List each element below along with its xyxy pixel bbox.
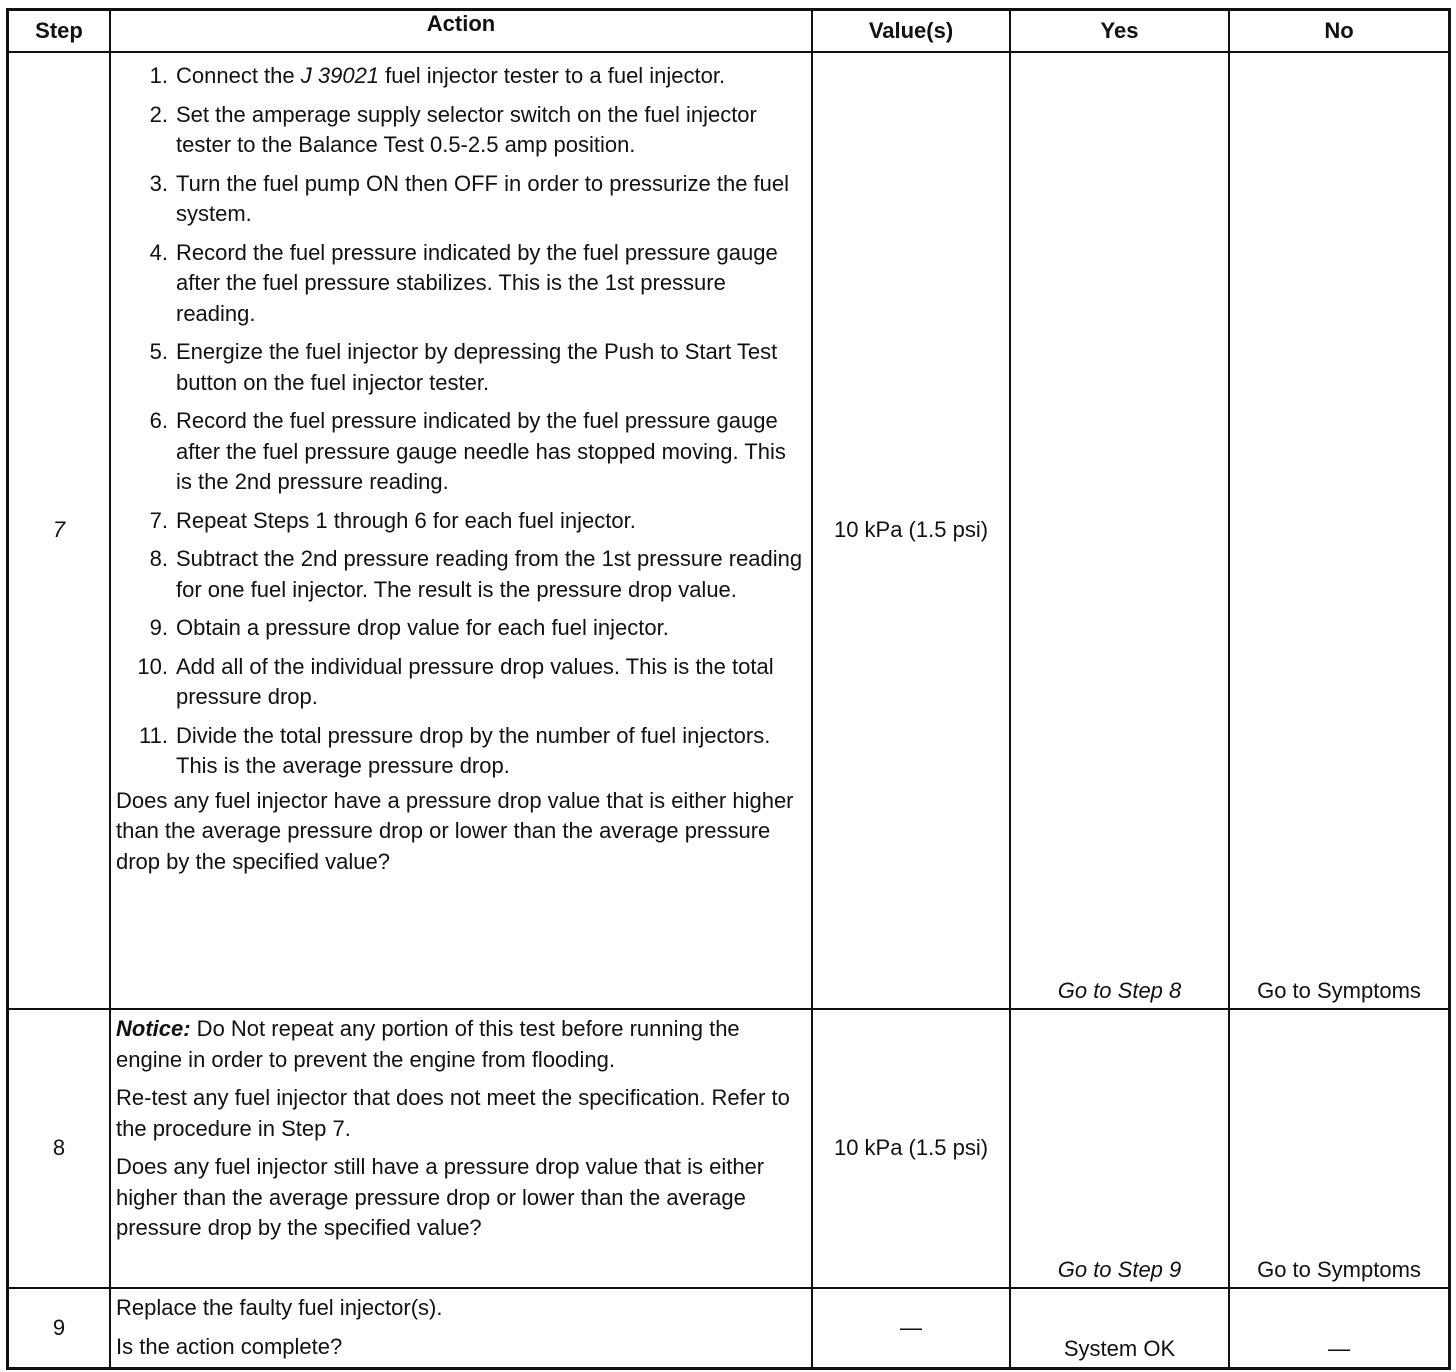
action-instruction: Replace the faulty fuel injector(s).: [116, 1295, 443, 1320]
list-item-number: 7.: [149, 507, 168, 533]
procedure-list: [116, 61, 805, 782]
decision-question: Does any fuel injector still have a pressure drop value that is either higher than the average pressure drop or lower than the average pressure drop by the specified value?: [116, 1154, 765, 1240]
list-item-number: 10.: [137, 653, 168, 679]
decision-question: Is the action complete?: [116, 1333, 343, 1359]
list-item-text: Obtain a pressure drop value for each fuel injector.: [176, 615, 669, 640]
no-result: Go to Symptoms: [1257, 1256, 1421, 1282]
list-item: [116, 61, 805, 92]
list-item-text-post: fuel injector tester to a fuel injector.: [379, 63, 726, 88]
list-item-number: 5.: [149, 339, 168, 364]
yes-result-cell: [1010, 52, 1229, 1009]
list-item: [116, 721, 805, 782]
list-item: [116, 169, 805, 230]
notice-text: Do Not repeat any portion of this test before running the engine in order to prevent the engine from flooding.: [116, 1016, 740, 1072]
spec-value: —: [812, 1288, 1010, 1368]
list-item-text: [176, 61, 805, 92]
header-row: [8, 10, 1450, 53]
retest-instruction: Re-test any fuel injector that does not meet the specification. Refer to the procedure in Step 7.: [116, 1085, 790, 1141]
list-item-text: Subtract the 2nd pressure reading from the 1st pressure reading for one fuel injector. The result is the pressure drop value.: [176, 546, 803, 602]
no-result: —: [1328, 1336, 1350, 1361]
no-result-cell: [1229, 1288, 1450, 1368]
table-row-step-7: [8, 52, 1450, 1009]
list-item-text: Add all of the individual pressure drop values. This is the total pressure drop.: [176, 653, 774, 709]
table-row-step-8: [8, 1009, 1450, 1288]
list-item: [116, 544, 805, 605]
list-item: [116, 337, 805, 398]
list-item-text: Record the fuel pressure indicated by the fuel pressure gauge after the fuel pressure gauge needle has stopped moving. This is the 2nd pressure reading.: [176, 408, 786, 494]
diagnostic-table: [6, 8, 1451, 1370]
list-item: [116, 100, 805, 161]
no-result-cell: [1229, 52, 1450, 1009]
list-item: [116, 613, 805, 644]
diagnostic-table-sheet: [6, 8, 1451, 1370]
step-number: 8: [8, 1009, 111, 1288]
action-cell: [110, 1288, 812, 1368]
yes-result-cell: [1010, 1009, 1229, 1288]
table-row-step-9: [8, 1288, 1450, 1368]
step-number: 7: [8, 52, 111, 1009]
yes-result: Go to Step 9: [1057, 1256, 1182, 1282]
step-number: 9: [8, 1288, 111, 1368]
header-step: Step: [8, 10, 111, 53]
header-yes: Yes: [1010, 10, 1229, 53]
yes-result: Go to Step 8: [1057, 977, 1182, 1003]
list-item: [116, 652, 805, 713]
list-item: [116, 506, 805, 537]
tool-reference: J 39021: [300, 63, 380, 88]
no-result-cell: [1229, 1009, 1450, 1288]
list-item-number: 4.: [149, 239, 168, 265]
spec-value: 10 kPa (1.5 psi): [812, 1009, 1010, 1288]
list-item-text-pre: Connect the: [176, 63, 301, 88]
list-item-number: 9.: [149, 615, 168, 640]
list-item-text: Energize the fuel injector by depressing the Push to Start Test button on the fuel injector tester.: [176, 339, 778, 395]
yes-result: System OK: [1063, 1336, 1176, 1361]
yes-result-cell: [1010, 1288, 1229, 1368]
list-item-text: Repeat Steps 1 through 6 for each fuel injector.: [176, 507, 636, 533]
header-action: Action: [110, 10, 812, 53]
list-item-number: 2.: [149, 101, 168, 127]
list-item-number: 11.: [139, 722, 168, 748]
list-item: [116, 238, 805, 330]
notice-label: Notice:: [116, 1016, 191, 1041]
no-result: Go to Symptoms: [1257, 977, 1421, 1003]
list-item-number: 8.: [149, 546, 168, 571]
list-item-text: Record the fuel pressure indicated by the fuel pressure gauge after the fuel pressure stabilizes. This is the 1st pressure reading.: [176, 239, 778, 326]
decision-question: Does any fuel injector have a pressure drop value that is either higher than the average pressure drop or lower than the average pressure drop by the specified value?: [116, 787, 794, 874]
list-item-number: 6.: [149, 408, 168, 433]
notice: [116, 1014, 805, 1075]
list-item-text: Turn the fuel pump ON then OFF in order to pressurize the fuel system.: [176, 170, 790, 226]
action-cell: [110, 1009, 812, 1288]
action-cell: [110, 52, 812, 1009]
list-item-number: 3.: [149, 170, 168, 196]
list-item-text: Set the amperage supply selector switch on the fuel injector tester to the Balance Test 0.5-2.5 amp position.: [176, 101, 757, 157]
spec-value: 10 kPa (1.5 psi): [812, 52, 1010, 1009]
list-item-text: Divide the total pressure drop by the number of fuel injectors. This is the average pressure drop.: [176, 722, 771, 778]
list-item-number: 1.: [149, 63, 168, 88]
header-no: No: [1229, 10, 1450, 53]
list-item: [116, 406, 805, 498]
header-values: Value(s): [812, 10, 1010, 53]
